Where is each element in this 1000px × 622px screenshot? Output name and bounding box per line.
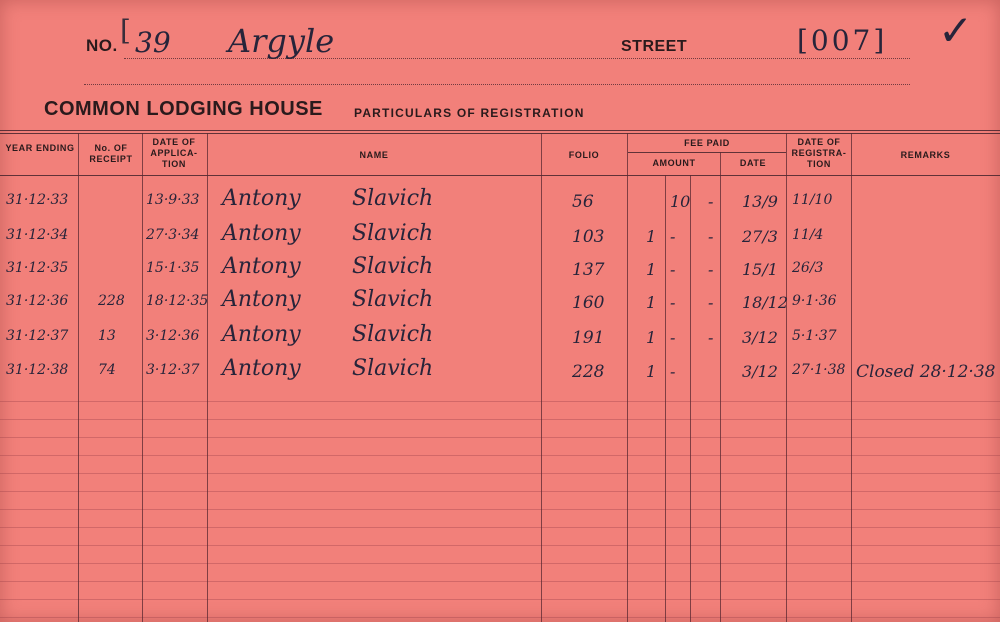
application-date-cell: 13·9·33 [146, 192, 200, 208]
fee-date-cell: 27/3 [742, 227, 778, 246]
col-name: NAME [359, 150, 389, 160]
col-divider [665, 175, 666, 622]
fee-date-cell: 3/12 [742, 328, 778, 347]
shillings-cell: - [670, 293, 676, 312]
top-dotted-line [84, 84, 910, 85]
folio-cell: 56 [572, 192, 594, 212]
pounds-cell: 1 [646, 293, 657, 312]
shillings-cell: 10 [670, 192, 691, 211]
registration-date-cell: 11/10 [792, 192, 833, 208]
shillings-cell: - [670, 328, 676, 347]
folio-cell: 160 [572, 293, 605, 313]
house-number: 39 [135, 26, 171, 59]
application-date-cell: 3·12·36 [146, 328, 200, 344]
receipt-cell: 74 [98, 362, 116, 378]
col-year-ending: YEAR ENDING [5, 143, 75, 153]
folio-cell: 228 [572, 362, 605, 382]
col-divider [786, 133, 787, 622]
last-name-cell: Slavich [352, 356, 434, 381]
col-date: DATE [739, 158, 767, 168]
first-name-cell: Antony [222, 186, 301, 211]
col-fee-paid: FEE PAID [684, 138, 730, 148]
pounds-cell: 1 [646, 227, 657, 246]
pence-cell: - [708, 227, 714, 246]
col-divider [78, 133, 79, 622]
number-label: NO. [86, 36, 118, 55]
col-remarks: REMARKS [900, 150, 951, 160]
last-name-cell: Slavich [352, 254, 434, 279]
col-divider [720, 152, 721, 622]
year-ending-cell: 31·12·35 [6, 260, 69, 276]
first-name-cell: Antony [222, 322, 301, 347]
registration-date-cell: 5·1·37 [792, 328, 837, 344]
folio-cell: 103 [572, 227, 605, 247]
shillings-cell: - [670, 227, 676, 246]
table-top-rule-2 [0, 133, 1000, 134]
col-divider [142, 133, 143, 622]
folio-cell: 137 [572, 260, 605, 280]
col-divider [690, 175, 691, 622]
registration-date-cell: 9·1·36 [792, 293, 837, 309]
first-name-cell: Antony [222, 356, 301, 381]
fee-date-cell: 13/9 [742, 192, 778, 211]
street-label: STREET [621, 38, 688, 55]
pence-cell: - [708, 260, 714, 279]
application-date-cell: 18·12·35 [146, 293, 209, 309]
col-divider [627, 133, 628, 622]
year-ending-cell: 31·12·33 [6, 192, 69, 208]
ruled-lines [0, 384, 1000, 622]
remarks-cell: Closed 28·12·38 [856, 362, 996, 382]
pounds-cell: 1 [646, 260, 657, 279]
table-top-rule [0, 130, 1000, 131]
year-ending-cell: 31·12·37 [6, 328, 69, 344]
check-mark-icon: ✓ [938, 6, 974, 55]
last-name-cell: Slavich [352, 322, 434, 347]
pence-cell: - [708, 328, 714, 347]
last-name-cell: Slavich [352, 186, 434, 211]
shillings-cell: - [670, 362, 676, 381]
header-bottom-rule [0, 175, 1000, 176]
registration-date-cell: 27·1·38 [792, 362, 846, 378]
year-ending-cell: 31·12·34 [6, 227, 69, 243]
col-application: DATE OF APPLICA- TION [150, 137, 198, 169]
fee-date-cell: 3/12 [742, 362, 778, 381]
year-ending-cell: 31·12·38 [6, 362, 69, 378]
pounds-cell: 1 [646, 362, 657, 381]
pence-cell: - [708, 192, 714, 211]
pounds-cell: 1 [646, 328, 657, 347]
folio-cell: 191 [572, 328, 605, 348]
fee-date-cell: 18/12 [742, 293, 789, 312]
application-date-cell: 15·1·35 [146, 260, 200, 276]
last-name-cell: Slavich [352, 287, 434, 312]
page-subtitle: PARTICULARS OF REGISTRATION [354, 106, 585, 120]
registration-date-cell: 11/4 [792, 227, 824, 243]
pence-cell: - [708, 293, 714, 312]
col-registration: DATE OF REGISTRA- TION [791, 137, 847, 169]
col-folio: FOLIO [568, 150, 600, 160]
fee-date-cell: 15/1 [742, 260, 778, 279]
first-name-cell: Antony [222, 221, 301, 246]
number-underline [124, 58, 910, 59]
receipt-cell: 228 [98, 293, 125, 309]
shillings-cell: - [670, 260, 676, 279]
application-date-cell: 3·12·37 [146, 362, 200, 378]
street-code: [007] [797, 24, 888, 57]
col-amount: AMOUNT [652, 158, 696, 168]
street-name: Argyle [228, 22, 335, 60]
col-receipt: No. OF RECEIPT [89, 143, 133, 164]
last-name-cell: Slavich [352, 221, 434, 246]
col-divider [541, 133, 542, 622]
col-divider [207, 133, 208, 622]
number-bracket-icon: [ [120, 14, 131, 47]
registration-date-cell: 26/3 [792, 260, 824, 276]
page-title: COMMON LODGING HOUSE [44, 98, 323, 120]
first-name-cell: Antony [222, 287, 301, 312]
first-name-cell: Antony [222, 254, 301, 279]
receipt-cell: 13 [98, 328, 116, 344]
fee-subheader-rule [628, 152, 786, 153]
application-date-cell: 27·3·34 [146, 227, 200, 243]
year-ending-cell: 31·12·36 [6, 293, 69, 309]
col-divider [851, 133, 852, 622]
